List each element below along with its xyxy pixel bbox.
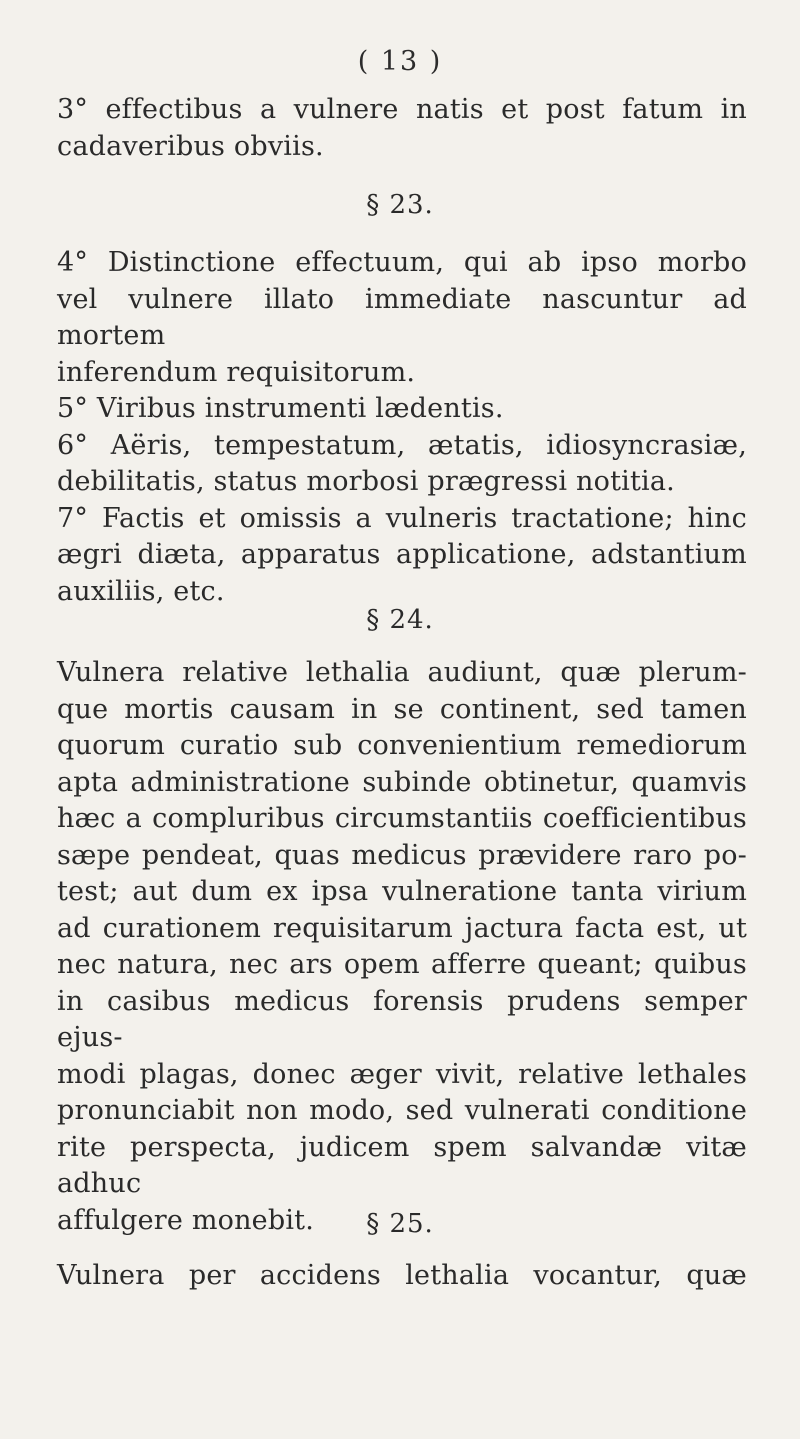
text-line: auxiliis, etc. (57, 575, 225, 607)
text-line: sæpe pendeat, quas medicus prævidere raro po- (57, 839, 747, 871)
text-line: ægri diæta, apparatus applicatione, adstantium (57, 539, 747, 570)
section-25-body (57, 1258, 747, 1295)
page-number: ( 13 ) (357, 46, 443, 77)
section-heading-24: § 24. (366, 605, 434, 635)
text-line: Vulnera per accidens lethalia vocantur, quæ (57, 1260, 747, 1291)
text-line: nec natura, nec ars opem afferre queant; quibus (57, 949, 747, 980)
text-line: 6° Aëris, tempestatum, ætatis, idiosyncrasiæ, (57, 429, 747, 461)
text-line: Vulnera relative lethalia audiunt, quæ plerum- (57, 657, 747, 688)
text-line: 4° Distinctione effectuum, qui ab ipso morbo (57, 247, 747, 278)
text-line: apta administratione subinde obtinetur, quamvis (57, 766, 747, 798)
text-line: que mortis causam in se continent, sed tamen (57, 693, 747, 725)
text-line: quorum curatio sub convenientium remediorum (57, 730, 747, 761)
section-24-body (57, 655, 747, 1239)
text-line: 3° effectibus a vulnere natis et post fatum in (57, 94, 747, 125)
text-line: 5° Viribus instrumenti lædentis. (57, 393, 504, 424)
text-line: pronunciabit non modo, sed vulnerati conditione (57, 1095, 747, 1126)
text-line: 7° Factis et omissis a vulneris tractatione; hinc (57, 502, 747, 534)
text-line: affulgere monebit. (57, 1204, 315, 1236)
section-heading-23: § 23. (366, 190, 434, 220)
text-line: hæc a compluribus circumstantiis coefficientibus (57, 803, 747, 834)
section-heading-25: § 25. (366, 1209, 434, 1239)
text-line: in casibus medicus forensis prudens semper ejus- (57, 985, 747, 1053)
text-line: test; aut dum ex ipsa vulneratione tanta virium (57, 876, 747, 907)
text-line: modi plagas, donec æger vivit, relative lethales (57, 1058, 747, 1090)
text-line: debilitatis, status morbosi prægressi notitia. (57, 466, 675, 497)
text-line: ad curationem requisitarum jactura facta est, ut (57, 912, 747, 944)
text-line: rite perspecta, judicem spem salvandæ vitæ adhuc (57, 1131, 747, 1199)
text-line: inferendum requisitorum. (57, 356, 416, 388)
section-23-body (57, 245, 747, 610)
paragraph-item-3 (57, 92, 747, 165)
text-line: cadaveribus obviis. (57, 130, 324, 162)
text-line: vel vulnere illato immediate nascuntur ad mortem (57, 283, 747, 351)
